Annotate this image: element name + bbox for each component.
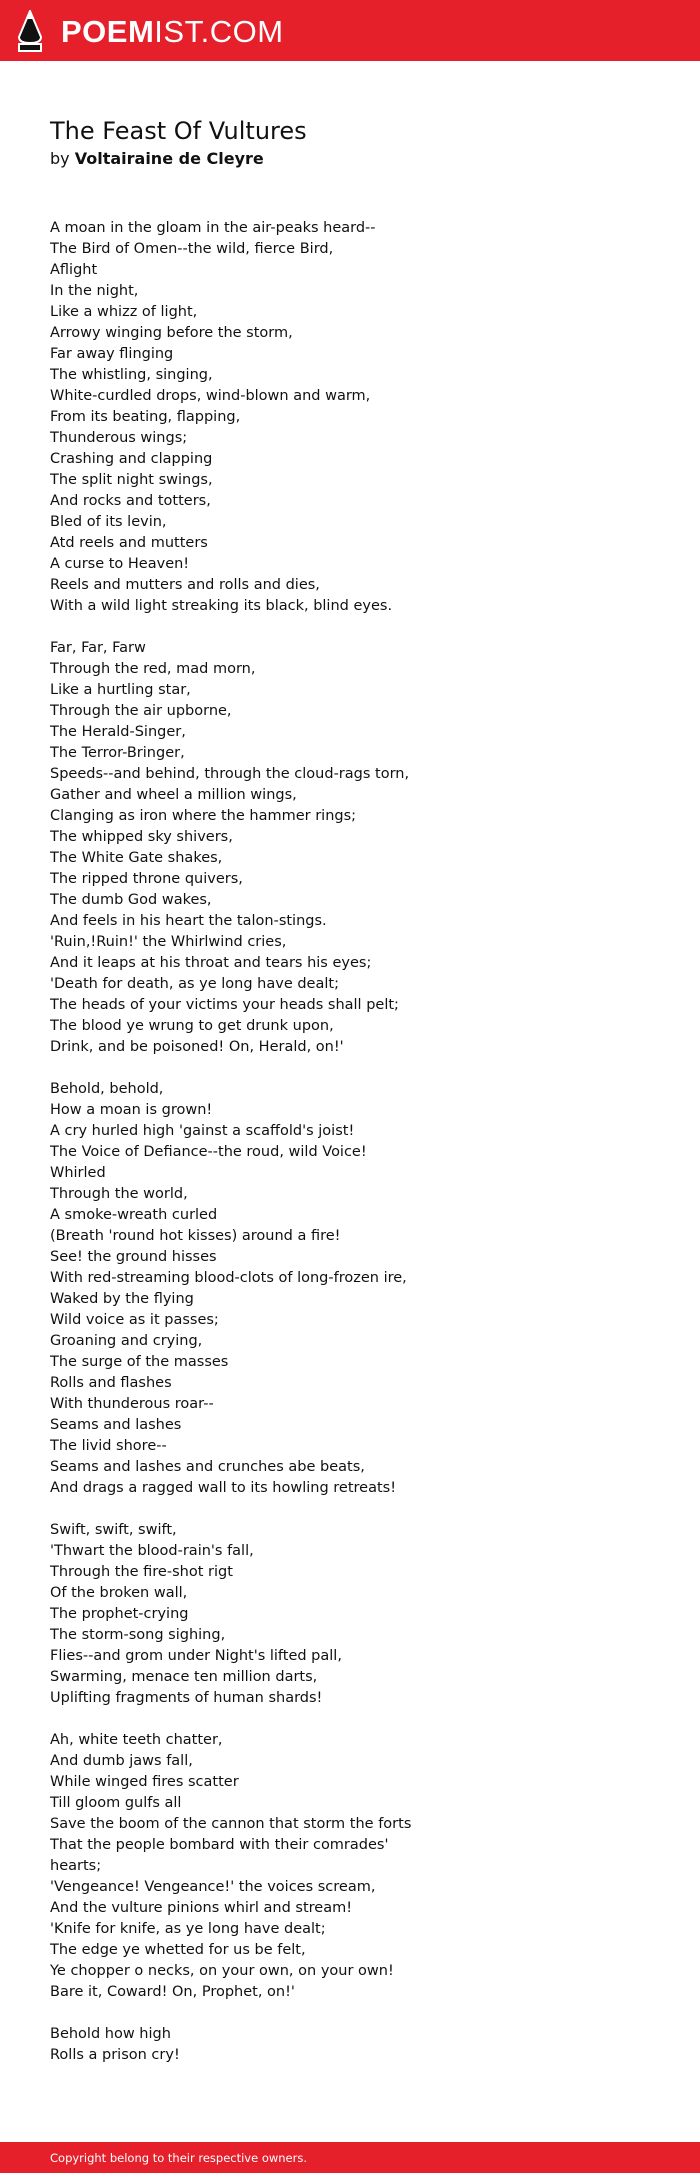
site-footer [0,2142,700,2173]
poem-line: The edge ye whetted for us be felt, [50,1942,306,1958]
site-logo-link[interactable] [17,10,284,52]
poem-line: Bare it, Coward! On, Prophet, on!' [50,1984,295,2000]
site-header [0,0,700,61]
logo-light-text: IST.COM [154,13,284,49]
poem-line: (Breath 'round hot kisses) around a fire! [50,1228,341,1244]
poem-line: And feels in his heart the talon-stings. [50,913,327,929]
poem-stanza [50,1730,610,2003]
poem-line: A moan in the gloam in the air-peaks heard-- [50,220,376,236]
poem-stanza [50,2024,610,2066]
poem-line: Wild voice as it passes; [50,1312,219,1328]
poem-line: Seams and lashes and crunches abe beats, [50,1459,365,1475]
poem-line: In the night, [50,283,139,299]
pencil-tip-icon [17,10,43,52]
poem-line: And rocks and totters, [50,493,211,509]
by-label: by [50,149,70,168]
poem-line: Of the broken wall, [50,1585,188,1601]
poem-line: The split night swings, [50,472,213,488]
poem-line: Rolls and flashes [50,1375,172,1391]
poem-line: Whirled [50,1165,106,1181]
poem-line: Through the red, mad morn, [50,661,256,677]
poem-line: Like a whizz of light, [50,304,198,320]
poem-line: The blood ye wrung to get drunk upon, [50,1018,334,1034]
poem-line: Clanging as iron where the hammer rings; [50,808,357,824]
poem-line: Through the air upborne, [50,703,232,719]
poem-line: See! the ground hisses [50,1249,217,1265]
poem-line: The prophet-crying [50,1606,189,1622]
poem-line: Ye chopper o necks, on your own, on your own! [50,1963,394,1979]
poem-line: Arrowy winging before the storm, [50,325,293,341]
logo-bold-text: POEM [61,13,155,49]
poem-line: And drags a ragged wall to its howling retreats! [50,1480,397,1496]
poem-line: Through the fire-shot rigt [50,1564,233,1580]
poem-line: hearts; [50,1858,102,1874]
poem-line: Groaning and crying, [50,1333,203,1349]
poem-line: Atd reels and mutters [50,535,208,551]
poem-line: Like a hurtling star, [50,682,191,698]
poem-line: Swift, swift, swift, [50,1522,177,1538]
poem-line: Till gloom gulfs all [50,1795,182,1811]
poem-line: And it leaps at his throat and tears his eyes; [50,955,372,971]
poem-line: From its beating, flapping, [50,409,241,425]
poem-line: A cry hurled high 'gainst a scaffold's joist! [50,1123,355,1139]
poem-line: Far, Far, Farw [50,640,146,656]
poem-line: With a wild light streaking its black, blind eyes. [50,598,393,614]
poem-line: A smoke-wreath curled [50,1207,218,1223]
poem-line: The surge of the masses [50,1354,229,1370]
author-link[interactable]: Voltairaine de Cleyre [74,149,264,168]
poem-line: Seams and lashes [50,1417,182,1433]
poem-line: Behold how high [50,2026,171,2042]
copyright-text: Copyright belong to their respective owners. [50,2151,308,2165]
poem-line: Aflight [50,262,98,278]
poem-line: How a moan is grown! [50,1102,213,1118]
poem-line: Behold, behold, [50,1081,164,1097]
poem-line: Uplifting fragments of human shards! [50,1690,323,1706]
poem-line: Thunderous wings; [50,430,188,446]
poem-byline [50,148,264,170]
poem-line: Reels and mutters and rolls and dies, [50,577,320,593]
poem-line: 'Vengeance! Vengeance!' the voices scream, [50,1879,376,1895]
poem-line: Ah, white teeth chatter, [50,1732,223,1748]
poem-line: Flies--and grom under Night's lifted pall, [50,1648,342,1664]
poem-line: With thunderous roar-- [50,1396,214,1412]
poem-line: While winged fires scatter [50,1774,239,1790]
poem-line: Speeds--and behind, through the cloud-rags torn, [50,766,410,782]
poem-line: Save the boom of the cannon that storm the forts [50,1816,412,1832]
poem-line: White-curdled drops, wind-blown and warm, [50,388,371,404]
poem-line: And dumb jaws fall, [50,1753,193,1769]
poem-line: Gather and wheel a million wings, [50,787,297,803]
poem-line: Through the world, [50,1186,188,1202]
poem-line: The Terror-Bringer, [50,745,185,761]
poem-line: The ripped throne quivers, [50,871,243,887]
poem-line: The Bird of Omen--the wild, fierce Bird, [50,241,334,257]
poem-line: Crashing and clapping [50,451,213,467]
poem-line: Rolls a prison cry! [50,2047,180,2063]
poem-line: The White Gate shakes, [50,850,223,866]
poem-line: The Herald-Singer, [50,724,186,740]
poem-line: The whipped sky shivers, [50,829,233,845]
poem-line: With red-streaming blood-clots of long-frozen ire, [50,1270,407,1286]
poem-stanza [50,218,610,617]
poem-line: The storm-song sighing, [50,1627,226,1643]
poem-line: Far away flinging [50,346,174,362]
poem-stanza [50,638,610,1058]
poem-stanza [50,1520,610,1709]
poem-line: Drink, and be poisoned! On, Herald, on!' [50,1039,344,1055]
poem-line: Bled of its levin, [50,514,167,530]
poem-body [50,218,610,2066]
site-logo-text [61,13,284,49]
poem-title: The Feast Of Vultures [50,117,307,145]
poem-line: The heads of your victims your heads shall pelt; [50,997,399,1013]
poem-line: The livid shore-- [50,1438,167,1454]
poem-line: Swarming, menace ten million darts, [50,1669,318,1685]
poem-line: 'Death for death, as ye long have dealt; [50,976,339,992]
poem-line: The dumb God wakes, [50,892,212,908]
poem-line: That the people bombard with their comrades' [50,1837,389,1853]
poem-line: And the vulture pinions whirl and stream! [50,1900,353,1916]
poem-stanza [50,1079,610,1499]
poem-line: 'Knife for knife, as ye long have dealt; [50,1921,326,1937]
poem-line: Waked by the flying [50,1291,194,1307]
poem-line: 'Ruin,!Ruin!' the Whirlwind cries, [50,934,287,950]
poem-line: A curse to Heaven! [50,556,190,572]
poem-line: 'Thwart the blood-rain's fall, [50,1543,254,1559]
poem-line: The Voice of Defiance--the roud, wild Voice! [50,1144,367,1160]
poem-line: The whistling, singing, [50,367,213,383]
